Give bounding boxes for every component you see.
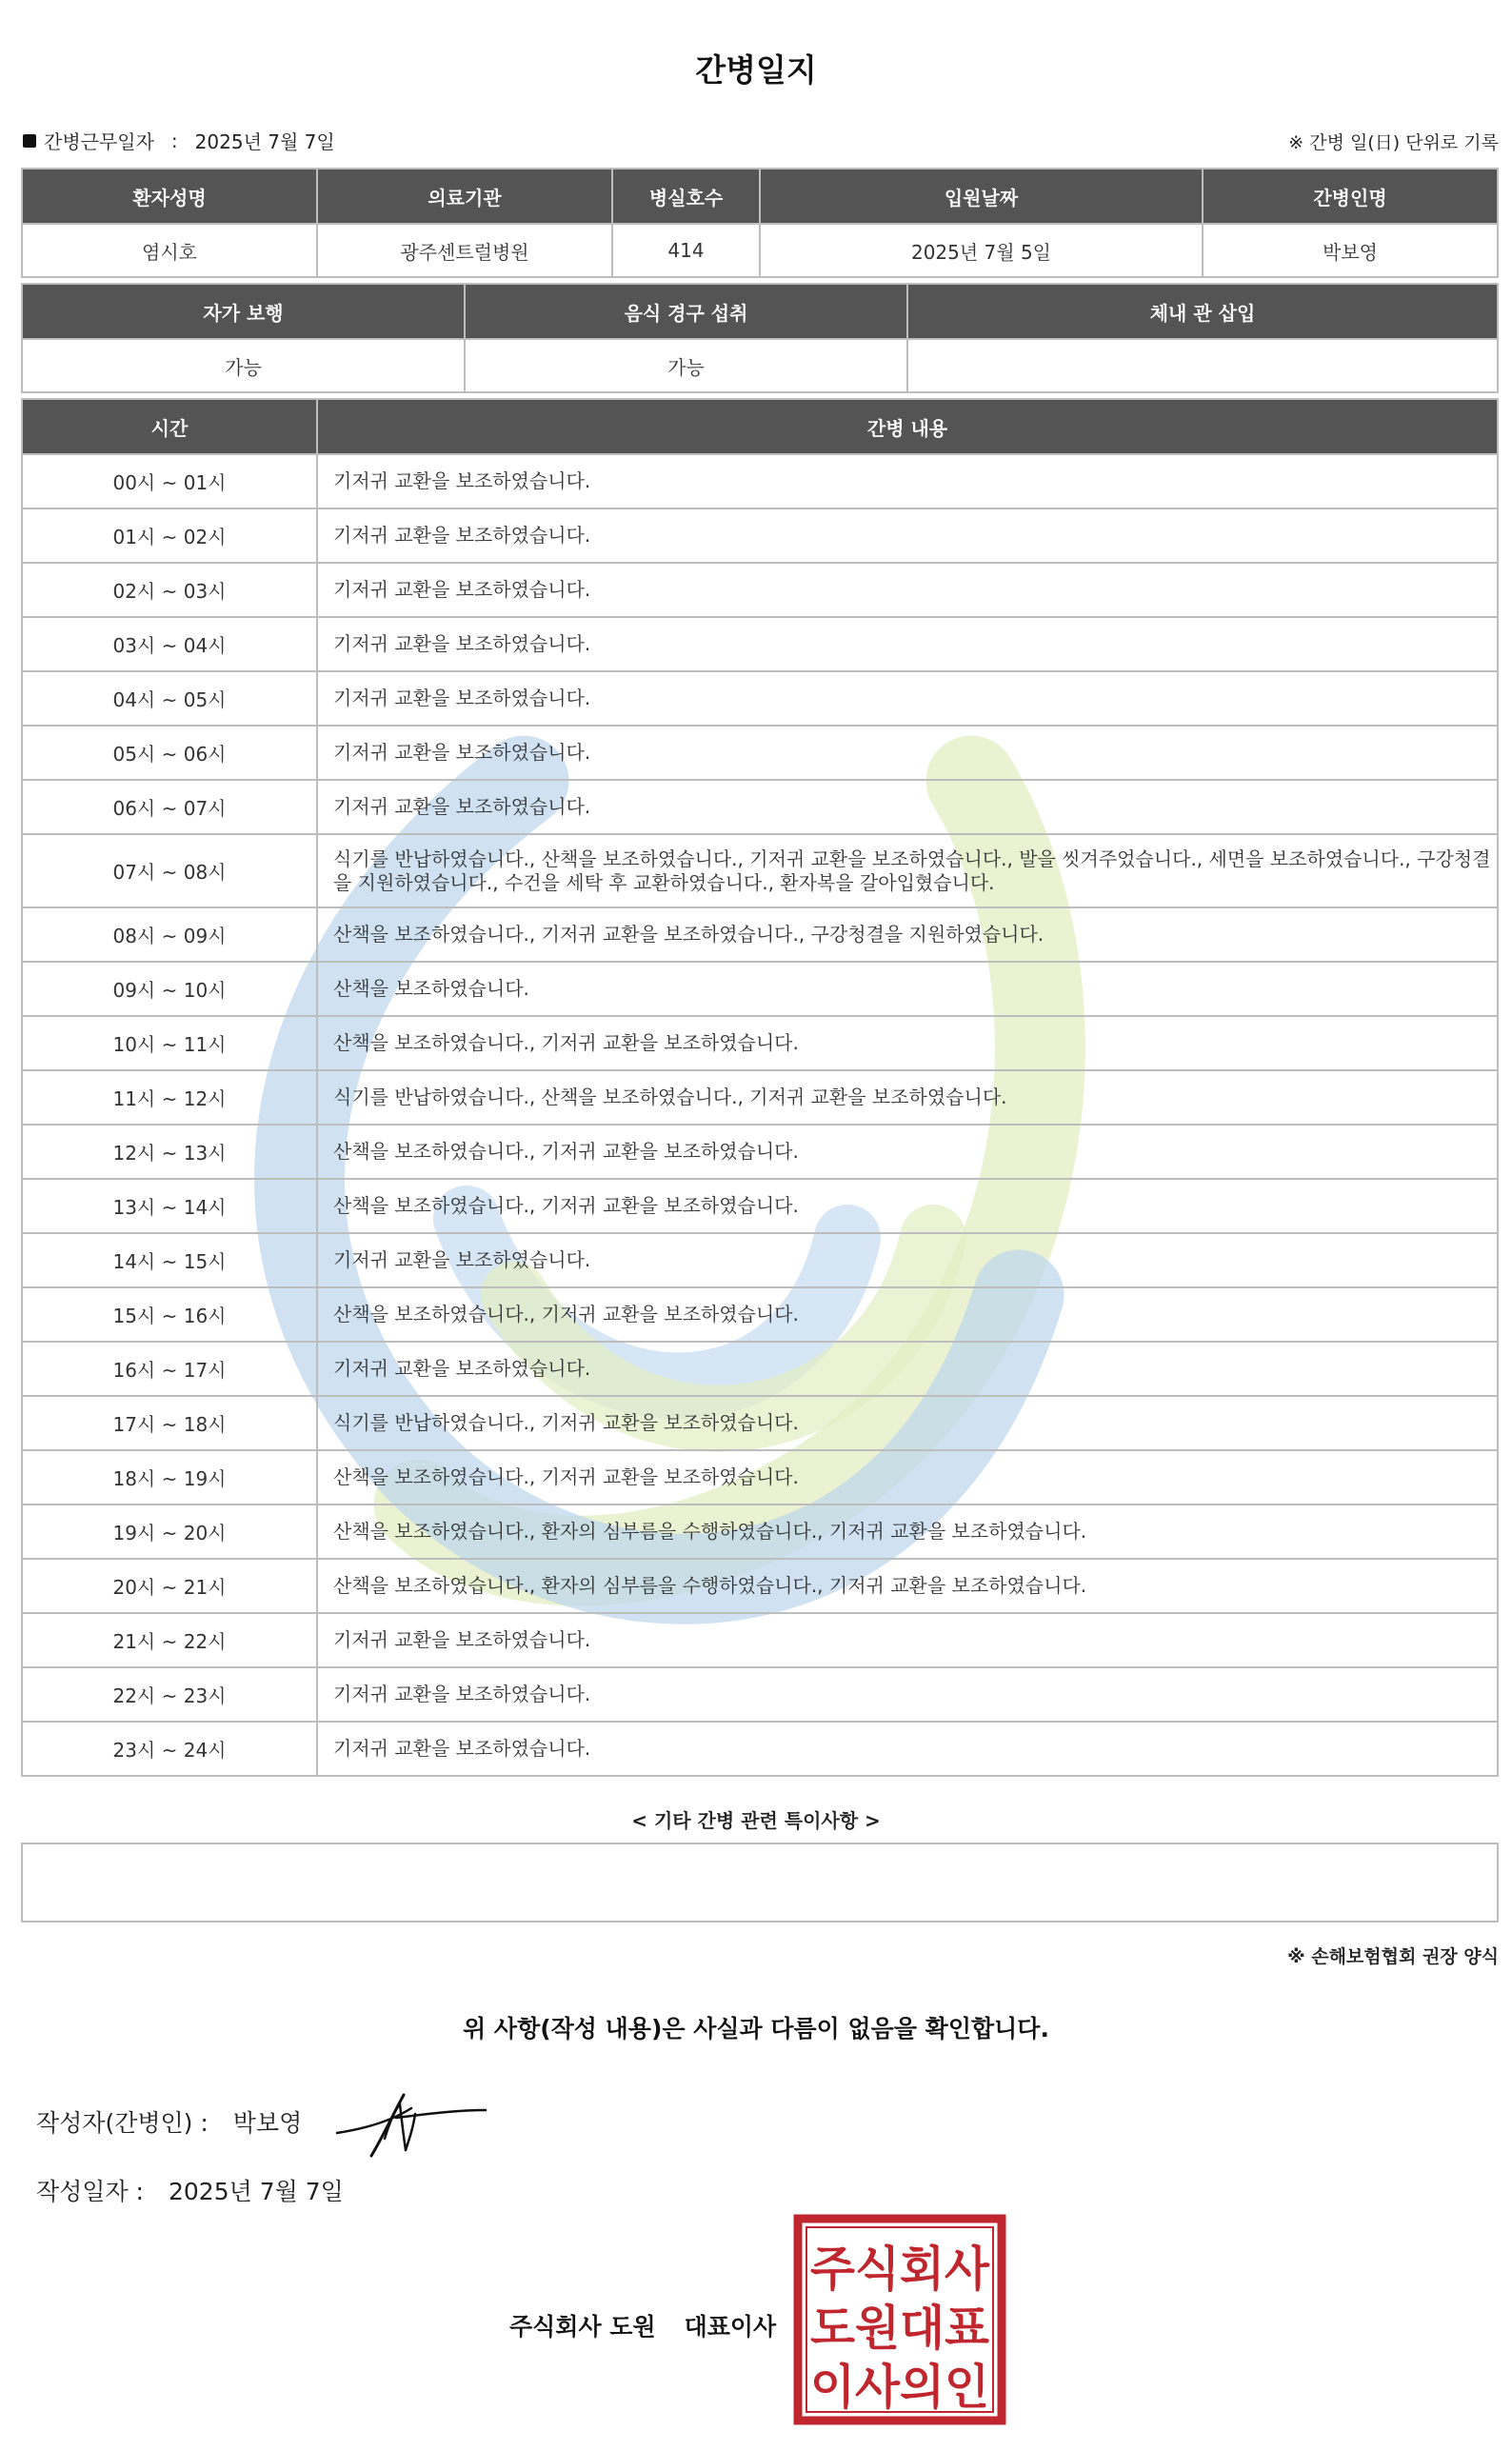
log-content: 기저귀 교환을 보조하였습니다.: [317, 617, 1498, 671]
care-log-row: [22, 1396, 1498, 1450]
work-date-separator: :: [170, 129, 178, 152]
header-time: 시간: [22, 399, 317, 454]
care-log-row: [22, 1559, 1498, 1613]
header-caregiver: 간병인명: [1203, 169, 1498, 224]
room-number: 414: [612, 224, 760, 277]
log-content: 기저귀 교환을 보조하였습니다.: [317, 1667, 1498, 1722]
log-time: 07시 ~ 08시: [22, 834, 317, 907]
log-content: 식기를 반납하였습니다., 산책을 보조하였습니다., 기저귀 교환을 보조하였습니다.: [317, 1070, 1498, 1125]
self-walking-value: 가능: [22, 339, 465, 392]
header-care-content: 간병 내용: [317, 399, 1498, 454]
log-content: 산책을 보조하였습니다., 기저귀 교환을 보조하였습니다.: [317, 1179, 1498, 1233]
log-time: 23시 ~ 24시: [22, 1722, 317, 1776]
log-time: 21시 ~ 22시: [22, 1613, 317, 1667]
log-content: 기저귀 교환을 보조하였습니다.: [317, 780, 1498, 834]
hospital-name: 광주센트럴병원: [317, 224, 612, 277]
log-time: 17시 ~ 18시: [22, 1396, 317, 1450]
company-title: 대표이사: [684, 2313, 777, 2341]
log-content: 기저귀 교환을 보조하였습니다.: [317, 1342, 1498, 1396]
log-content: 기저귀 교환을 보조하였습니다.: [317, 508, 1498, 563]
log-content: 기저귀 교환을 보조하였습니다.: [317, 1722, 1498, 1776]
log-content: 기저귀 교환을 보조하였습니다.: [317, 563, 1498, 617]
log-time: 20시 ~ 21시: [22, 1559, 317, 1613]
care-log-row: [22, 962, 1498, 1016]
care-log-row: [22, 1233, 1498, 1287]
writer-line: [36, 2104, 302, 2139]
log-content: 기저귀 교환을 보조하였습니다.: [317, 1233, 1498, 1287]
form-note: ※ 손해보험협회 권장 양식: [1287, 1946, 1499, 1967]
caregiver-name: 박보영: [1203, 224, 1498, 277]
header-patient-name: 환자성명: [22, 169, 317, 224]
log-time: 03시 ~ 04시: [22, 617, 317, 671]
care-log-row: [22, 1016, 1498, 1070]
square-bullet-icon: [23, 134, 36, 148]
document-title: 간병일지: [695, 51, 817, 89]
log-content: 산책을 보조하였습니다., 기저귀 교환을 보조하였습니다.: [317, 1125, 1498, 1179]
care-log-row: [22, 726, 1498, 780]
log-time: 14시 ~ 15시: [22, 1233, 317, 1287]
care-log-row: [22, 617, 1498, 671]
log-content: 기저귀 교환을 보조하였습니다.: [317, 454, 1498, 508]
log-time: 11시 ~ 12시: [22, 1070, 317, 1125]
write-date-value: 2025년 7월 7일: [168, 2178, 344, 2205]
care-log-row: [22, 563, 1498, 617]
log-content: 산책을 보조하였습니다.: [317, 962, 1498, 1016]
log-time: 05시 ~ 06시: [22, 726, 317, 780]
log-content: 산책을 보조하였습니다., 기저귀 교환을 보조하였습니다.: [317, 1450, 1498, 1504]
care-log-row: [22, 834, 1498, 907]
status-header-row: [22, 284, 1498, 339]
log-time: 01시 ~ 02시: [22, 508, 317, 563]
work-date-label: 간병근무일자: [44, 130, 154, 153]
log-content: 기저귀 교환을 보조하였습니다.: [317, 1613, 1498, 1667]
oral-intake-value: 가능: [465, 339, 907, 392]
admission-date: 2025년 7월 5일: [760, 224, 1203, 277]
header-hospital: 의료기관: [317, 169, 612, 224]
work-date-line: [23, 127, 335, 154]
log-content: 식기를 반납하였습니다., 산책을 보조하였습니다., 기저귀 교환을 보조하였습니다., 발을 씻겨주었습니다., 세면을 보조하였습니다., 구강청결을 지원하였습니다., 수건을 세탁 후 교환하였습니다., 환자복을 갈아입혔습니다.: [317, 834, 1498, 907]
care-log-row: [22, 1667, 1498, 1722]
log-time: 12시 ~ 13시: [22, 1125, 317, 1179]
write-date-line: [36, 2173, 344, 2207]
log-content: 식기를 반납하였습니다., 기저귀 교환을 보조하였습니다.: [317, 1396, 1498, 1450]
log-time: 16시 ~ 17시: [22, 1342, 317, 1396]
care-log-row: [22, 671, 1498, 726]
svg-text:주식회사: 주식회사: [810, 2242, 990, 2297]
care-log-row: [22, 907, 1498, 962]
patient-info-value-row: [22, 224, 1498, 277]
header-self-walking: 자가 보행: [22, 284, 465, 339]
log-content: 산책을 보조하였습니다., 환자의 심부름을 수행하였습니다., 기저귀 교환을 보조하였습니다.: [317, 1504, 1498, 1559]
log-time: 19시 ~ 20시: [22, 1504, 317, 1559]
care-log-header-row: [22, 399, 1498, 454]
log-content: 기저귀 교환을 보조하였습니다.: [317, 726, 1498, 780]
patient-info-table: [21, 168, 1499, 278]
care-log-row: [22, 1504, 1498, 1559]
write-date-label: 작성일자 :: [36, 2178, 144, 2205]
work-date-value: 2025년 7월 7일: [194, 130, 335, 153]
header-room: 병실호수: [612, 169, 760, 224]
signature-image: [333, 2083, 495, 2160]
log-content: 산책을 보조하였습니다., 기저귀 교환을 보조하였습니다.: [317, 1016, 1498, 1070]
log-time: 15시 ~ 16시: [22, 1287, 317, 1342]
log-content: 산책을 보조하였습니다., 환자의 심부름을 수행하였습니다., 기저귀 교환을 보조하였습니다.: [317, 1559, 1498, 1613]
status-value-row: [22, 339, 1498, 392]
log-time: 18시 ~ 19시: [22, 1450, 317, 1504]
log-time: 02시 ~ 03시: [22, 563, 317, 617]
log-time: 04시 ~ 05시: [22, 671, 317, 726]
care-log-row: [22, 1613, 1498, 1667]
log-time: 22시 ~ 23시: [22, 1667, 317, 1722]
log-content: 산책을 보조하였습니다., 기저귀 교환을 보조하였습니다., 구강청결을 지원하였습니다.: [317, 907, 1498, 962]
company-name: 주식회사 도원: [509, 2313, 656, 2341]
company-line: [509, 2308, 776, 2342]
special-notes-title: < 기타 간병 관련 특이사항 >: [631, 1809, 881, 1832]
header-tube-insertion: 체내 관 삽입: [907, 284, 1498, 339]
svg-text:도원대표: 도원대표: [810, 2301, 990, 2356]
log-time: 06시 ~ 07시: [22, 780, 317, 834]
log-time: 00시 ~ 01시: [22, 454, 317, 508]
care-log-row: [22, 780, 1498, 834]
header-admission-date: 입원날짜: [760, 169, 1203, 224]
log-time: 13시 ~ 14시: [22, 1179, 317, 1233]
care-log-row: [22, 508, 1498, 563]
log-content: 기저귀 교환을 보조하였습니다.: [317, 671, 1498, 726]
care-log-table: [21, 398, 1499, 1777]
company-seal-stamp: [793, 2214, 1006, 2425]
header-oral-intake: 음식 경구 섭취: [465, 284, 907, 339]
special-notes-box: [21, 1843, 1499, 1923]
tube-insertion-value: [907, 339, 1498, 392]
care-log-row: [22, 1722, 1498, 1776]
log-time: 10시 ~ 11시: [22, 1016, 317, 1070]
care-log-row: [22, 1070, 1498, 1125]
confirmation-statement: 위 사항(작성 내용)은 사실과 다름이 없음을 확인합니다.: [463, 2015, 1049, 2042]
care-log-row: [22, 1287, 1498, 1342]
unit-note: ※ 간병 일(日) 단위로 기록: [1288, 132, 1499, 153]
log-content: 산책을 보조하였습니다., 기저귀 교환을 보조하였습니다.: [317, 1287, 1498, 1342]
writer-label: 작성자(간병인) :: [36, 2109, 209, 2137]
patient-name: 염시호: [22, 224, 317, 277]
care-log-row: [22, 1450, 1498, 1504]
care-log-row: [22, 1179, 1498, 1233]
patient-info-header-row: [22, 169, 1498, 224]
patient-status-table: [21, 283, 1499, 393]
log-time: 08시 ~ 09시: [22, 907, 317, 962]
writer-name: 박보영: [232, 2109, 303, 2137]
care-log-row: [22, 454, 1498, 508]
svg-text:이사의인: 이사의인: [810, 2360, 989, 2415]
log-time: 09시 ~ 10시: [22, 962, 317, 1016]
care-log-row: [22, 1342, 1498, 1396]
care-log-row: [22, 1125, 1498, 1179]
